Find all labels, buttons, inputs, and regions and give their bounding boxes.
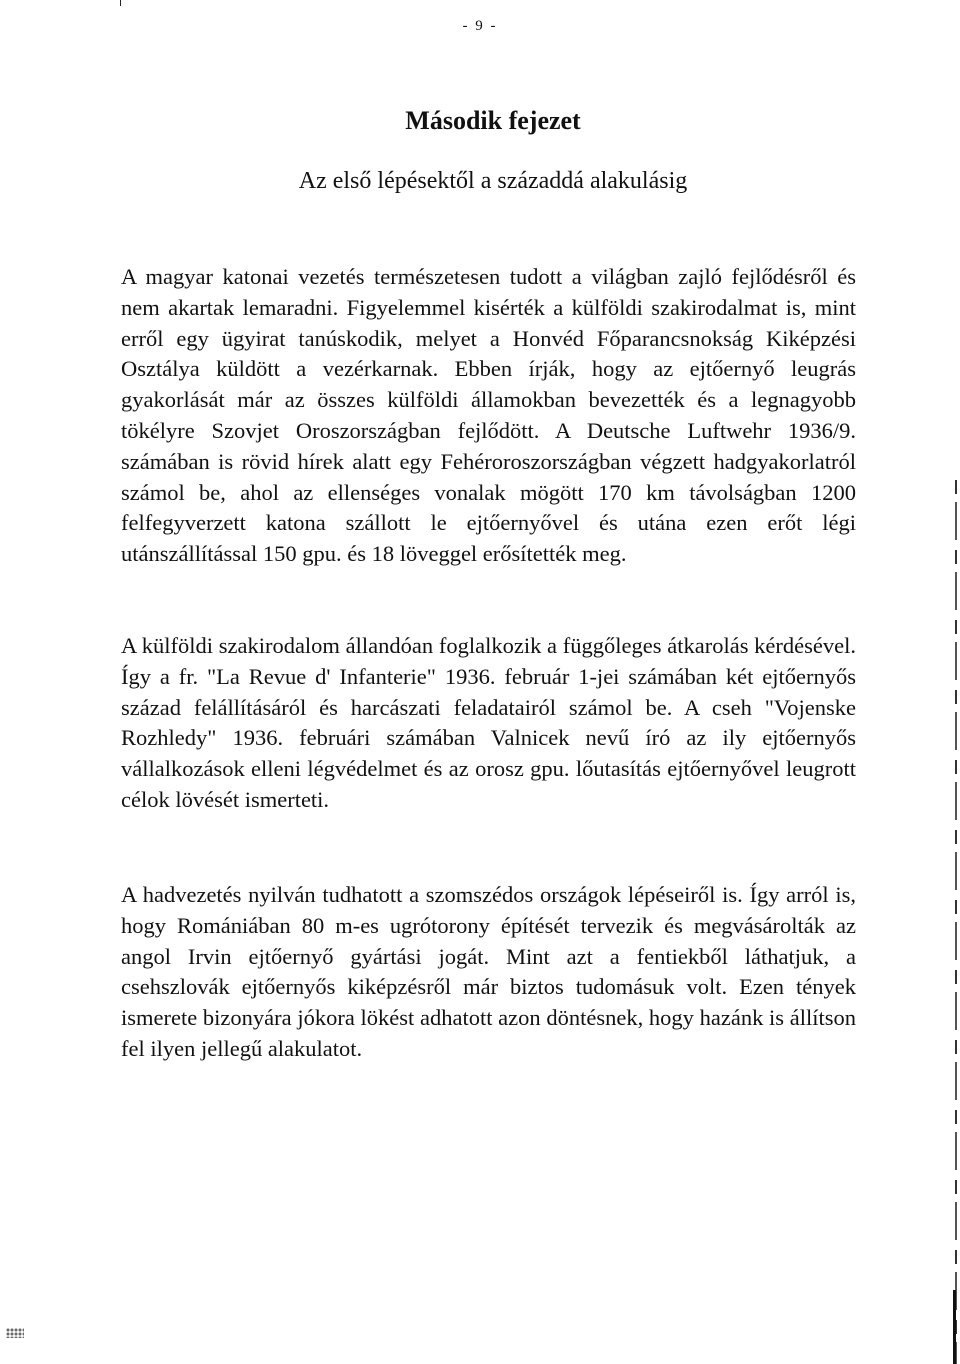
body-paragraph: A hadvezetés nyilván tudhatott a szomszédos országok lépéseiről is. Így arról is, hogy Romániában 80 m-es ugrótorony építését tervezik és megvásárolták az angol Irvin ejtőernyő gyártási jogát. Mint azt a fentiekből láthatjuk, a csehszlovák ejtőernyős kiképzésről már biztos tudomásuk volt. Ezen tények ismerete bizonyára jókora lökést adhatott azon döntésnek, hogy hazánk is állítson fel ilyen jellegű alakulatot. bbox=[121, 882, 856, 1061]
chapter-subtitle: Az első lépésektől a századdá alakulásig bbox=[298, 168, 688, 194]
body-paragraph: A magyar katonai vezetés természetesen tudott a világban zajló fejlődésről és nem akartak lemaradni. Figyelemmel kisérték a külföldi szakirodalmat is, mint erről egy ügyirat tanúskodik, melyet a Honvéd Főparancsnokság Kiképzési Osztálya küldött a vezérkarnak. Ebben írják, hogy az ejtőernyő leugrás gyakorlását már az összes külföldi államokban bevezették és a legnagyobb tökélyre Szovjet Oroszországban fejlődött. A Deutsche Luftwehr 1936/9. számában is rövid hírek alatt egy Fehéroroszországban végzett hadgyakorlatról számol be, ahol az ellenséges vonalak mögött 170 km távolságban 1200 felfegyverzett katona szállott le ejtőernyővel és utána ezen erőt légi utánszállítással 150 gpu. és 18 löveggel erősítették meg. bbox=[121, 264, 856, 567]
body-paragraph: A külföldi szakirodalom állandóan foglalkozik a függőleges átkarolás kérdésével. Így a fr. "La Revue d' Infanterie" 1936. február 1-jei számában két ejtőernyős század felállításáról és harcászati feladatairól számol be. A cseh "Vojenske Rozhledy" 1936. februári számában Valnicek nevű író az ily ejtőernyős vállalkozások elleni légvédelmet és az orosz gpu. lőutasítás ejtőernyővel leugrott célok lövését ismerteti. bbox=[121, 633, 856, 812]
page-number: - 9 - bbox=[462, 18, 498, 34]
scan-smudge bbox=[6, 1328, 24, 1338]
scan-mark-top bbox=[120, 0, 121, 6]
scan-edge-line-bottom bbox=[953, 1290, 956, 1364]
scan-edge-line bbox=[955, 480, 957, 1364]
chapter-title: Második fejezet bbox=[405, 106, 581, 135]
